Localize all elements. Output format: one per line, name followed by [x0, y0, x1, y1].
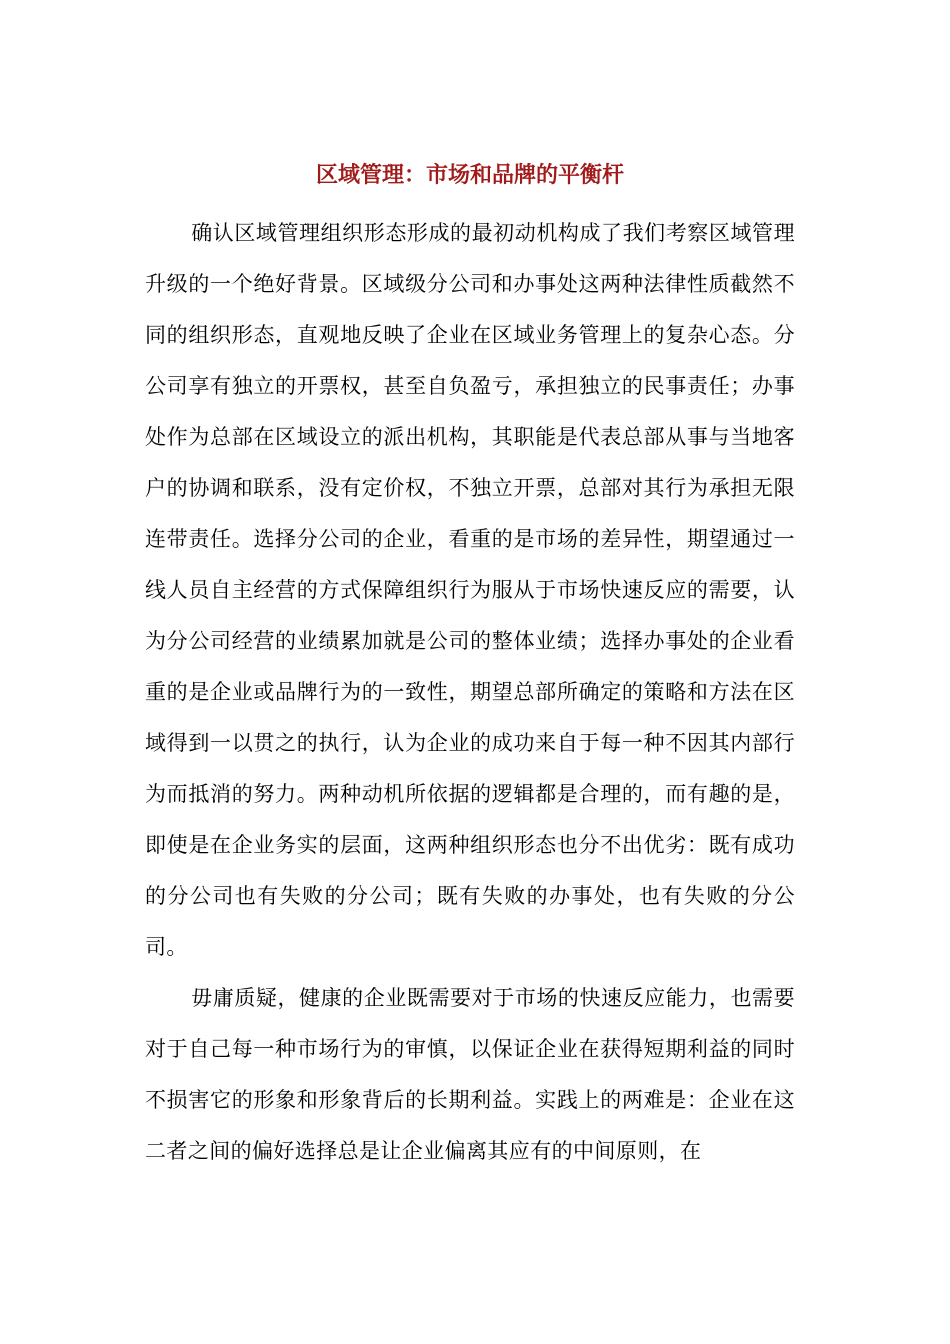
document-title: 区域管理：市场和品牌的平衡杆: [315, 162, 624, 188]
paragraph-1: 确认区域管理组织形态形成的最初动机构成了我们考察区域管理升级的一个绝好背景。区域级分公司和办事处这两种法律性质截然不同的组织形态，直观地反映了企业在区域业务管理上的复杂心态。分公司享有独立的开票权，甚至自负盈亏，承担独立的民事责任；办事处作为总部在区域设立的派出机构，其职能是代表总部从事与当地客户的协调和联系，没有定价权，不独立开票，总部对其行为承担无限连带责任。选择分公司的企业，看重的是市场的差异性，期望通过一线人员自主经营的方式保障组织行为服从于市场快速反应的需要，认为分公司经营的业绩累加就是公司的整体业绩；选择办事处的企业看重的是企业或品牌行为的一致性，期望总部所确定的策略和方法在区域得到一以贯之的执行，认为企业的成功来自于每一种不因其内部行为而抵消的努力。两种动机所依据的逻辑都是合理的，而有趣的是，即使是在企业务实的层面，这两种组织形态也分不出优劣：既有成功的分公司也有失败的分公司；既有失败的办事处，也有失败的分公司。: [145, 221, 795, 959]
paragraph-2: 毋庸质疑，健康的企业既需要对于市场的快速反应能力，也需要对于自己每一种市场行为的审慎，以保证企业在获得短期利益的同时不损害它的形象和形象背后的长期利益。实践上的两难是：企业在这二者之间的偏好选择总是让企业偏离其应有的中间原则，在: [145, 986, 795, 1163]
document-body: [145, 208, 795, 1177]
